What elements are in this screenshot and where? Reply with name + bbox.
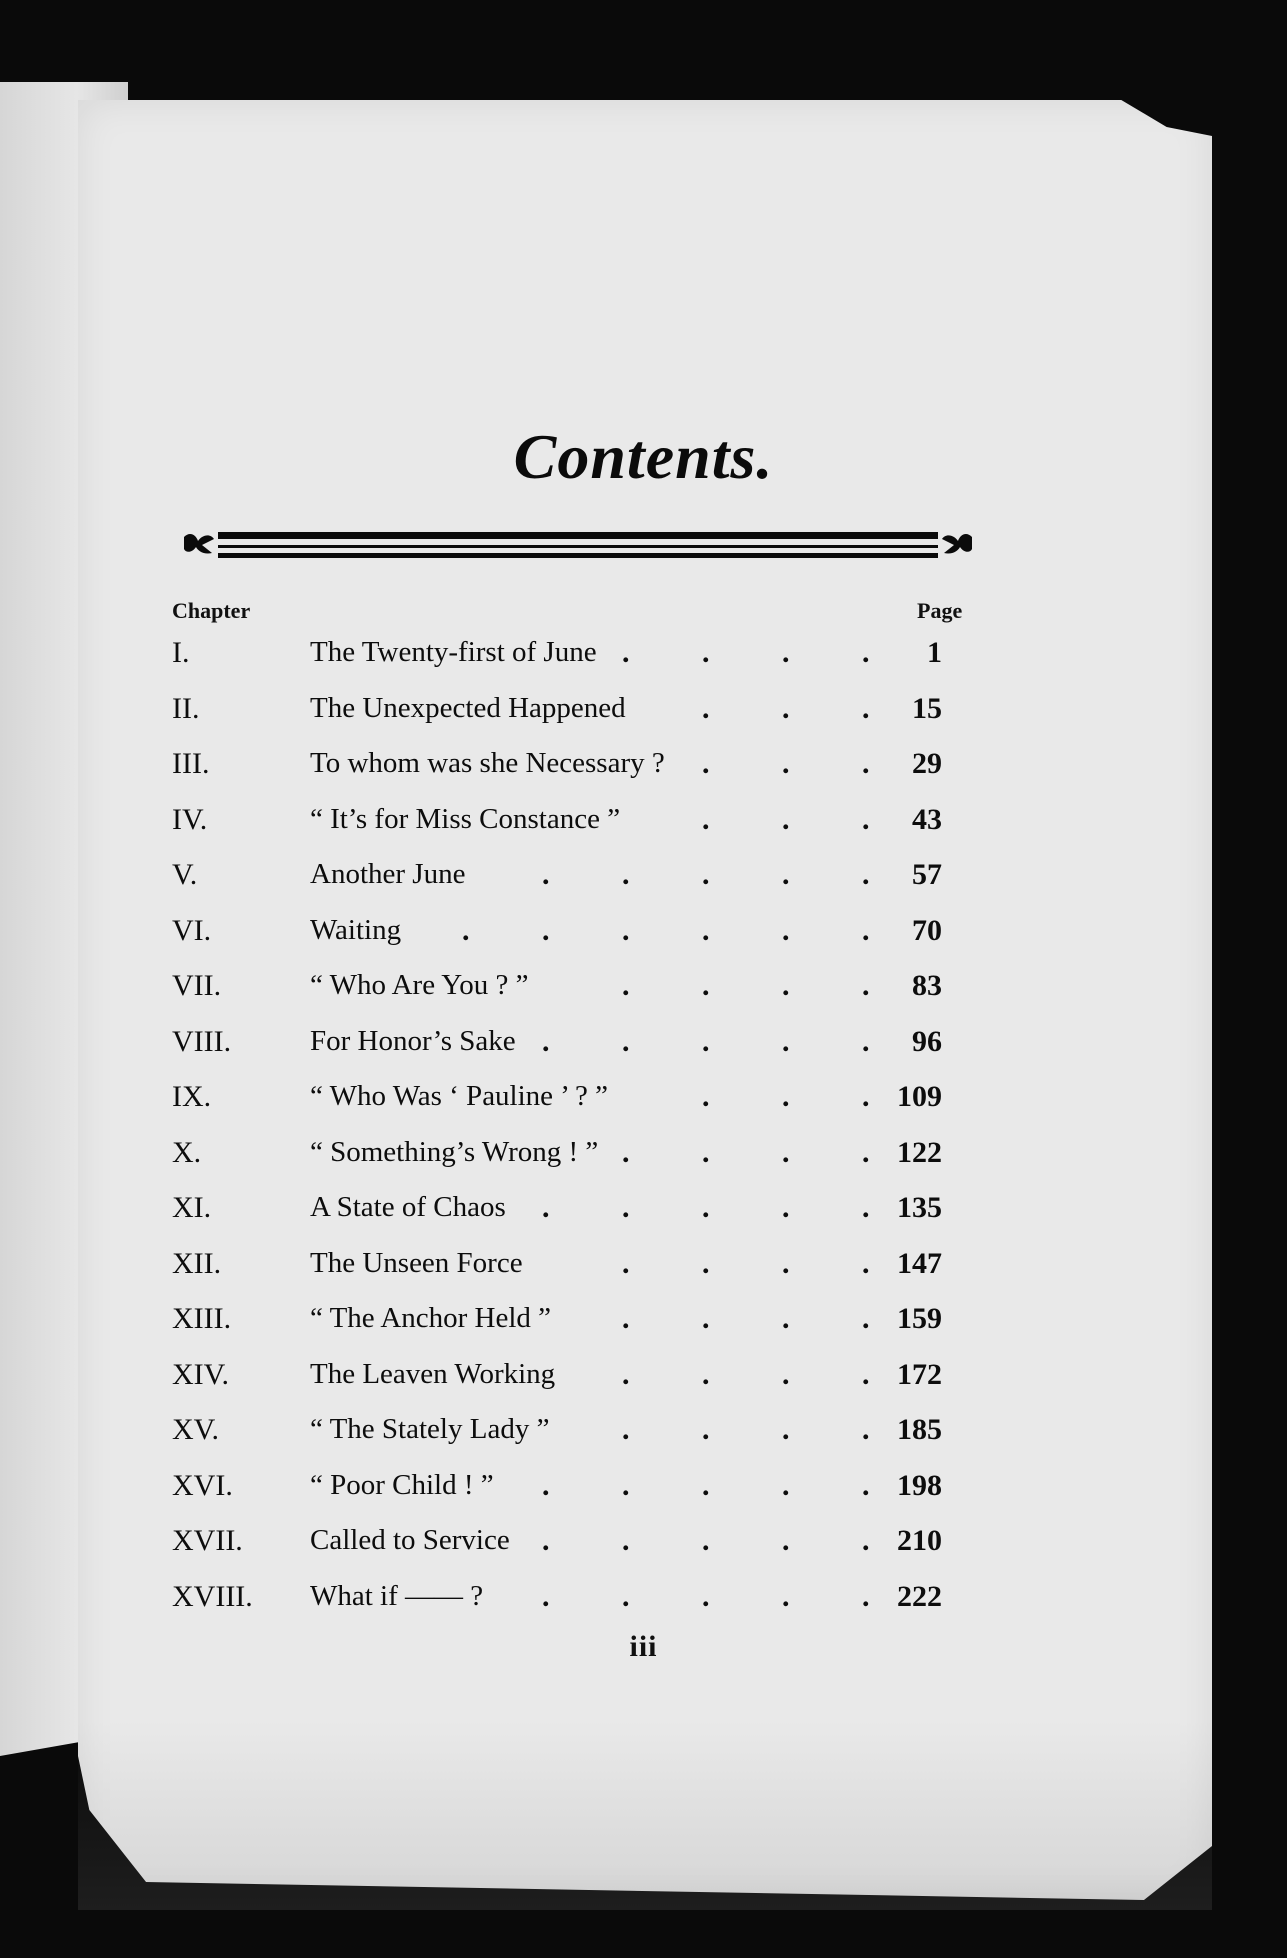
page-title: Contents. [513, 421, 774, 492]
chapter-title: The Unseen Force [310, 1246, 523, 1279]
leader-dot: . [622, 858, 630, 891]
leader-dot: . [622, 1246, 630, 1280]
toc-row [172, 1352, 992, 1408]
leader-dot: . [622, 1191, 630, 1224]
chapter-number: VIII. [172, 1024, 232, 1058]
toc-row [172, 1019, 992, 1075]
leader-dot: . [622, 1024, 630, 1058]
chapter-page-number: 185 [897, 1413, 942, 1446]
chapter-title: “ Poor Child ! ” [310, 1468, 494, 1501]
leader-dot: . [782, 1302, 790, 1335]
page-number: iii [629, 1630, 658, 1663]
leader-dot: . [782, 1468, 790, 1502]
leader-dot: . [622, 1135, 630, 1169]
leader-dot: . [622, 1302, 630, 1335]
leader-dot: . [782, 913, 790, 947]
chapter-page-number: 210 [897, 1524, 942, 1557]
chapter-page-number: 198 [897, 1468, 942, 1502]
toc-row [172, 1518, 992, 1574]
leader-dot: . [862, 1413, 870, 1446]
chapter-title: Waiting [310, 913, 402, 946]
toc-row [172, 908, 992, 964]
leader-dot: . [862, 1524, 870, 1557]
chapter-page-number: 172 [897, 1357, 942, 1391]
leader-dot: . [862, 747, 870, 780]
chapter-page-number: 135 [897, 1191, 942, 1224]
toc-row [172, 1296, 992, 1352]
leader-dot: . [782, 969, 790, 1002]
rule-line-bottom [218, 553, 938, 558]
chapter-number: XVIII. [172, 1579, 253, 1613]
chapter-number: VII. [172, 969, 222, 1002]
chapter-page-number: 122 [897, 1135, 942, 1169]
leader-dot: . [702, 1413, 710, 1446]
chapter-page-number: 109 [897, 1080, 942, 1113]
chapter-number: XI. [172, 1191, 212, 1224]
chapter-page-number: 15 [912, 691, 942, 725]
chapter-column-label: Chapter [172, 598, 251, 623]
chapter-title: Another June [310, 858, 466, 890]
leader-dot: . [702, 1135, 710, 1169]
leader-dot: . [782, 636, 790, 669]
chapter-title: The Twenty-first of June [310, 636, 597, 668]
leader-dot: . [862, 913, 870, 947]
chapter-number: XV. [172, 1413, 219, 1446]
rule-line-top [218, 532, 938, 539]
leader-dot: . [542, 1191, 550, 1224]
page-column-label: Page [917, 598, 963, 623]
toc-row [172, 741, 992, 797]
leader-dot: . [462, 913, 470, 947]
chapter-number: XVI. [172, 1468, 233, 1502]
leader-dot: . [622, 1357, 630, 1391]
leader-dot: . [702, 691, 710, 725]
chapter-title: “ It’s for Miss Constance ” [310, 802, 621, 835]
leader-dot: . [862, 1191, 870, 1224]
leader-dot: . [782, 1080, 790, 1113]
chapter-number: V. [172, 858, 198, 891]
chapter-number: IV. [172, 802, 208, 836]
chapter-number: XII. [172, 1246, 222, 1280]
chapter-number: XIII. [172, 1302, 232, 1335]
leader-dot: . [782, 1191, 790, 1224]
leader-dot: . [862, 1080, 870, 1113]
fleuron-left-icon [182, 527, 216, 561]
leader-dot: . [782, 858, 790, 891]
toc-row [172, 852, 992, 908]
leader-dot: . [702, 858, 710, 891]
leader-dot: . [862, 1468, 870, 1502]
leader-dot: . [622, 1468, 630, 1502]
toc-row [172, 1130, 992, 1186]
chapter-page-number: 29 [912, 747, 942, 780]
leader-dot: . [702, 1357, 710, 1391]
leader-dot: . [782, 1246, 790, 1280]
chapter-page-number: 43 [912, 802, 942, 836]
leader-dot: . [542, 1024, 550, 1058]
chapter-number: XIV. [172, 1357, 229, 1391]
chapter-page-number: 147 [897, 1246, 942, 1280]
leader-dot: . [782, 1135, 790, 1169]
leader-dot: . [782, 747, 790, 780]
leader-dot: . [702, 1246, 710, 1280]
chapter-page-number: 159 [897, 1302, 942, 1335]
leader-dot: . [782, 1024, 790, 1058]
leader-dot: . [782, 1413, 790, 1446]
leader-dot: . [862, 1357, 870, 1391]
leader-dot: . [702, 1080, 710, 1113]
leader-dot: . [782, 1357, 790, 1391]
toc-row [172, 1407, 992, 1463]
chapter-title: To whom was she Necessary ? [310, 747, 665, 779]
chapter-number: IX. [172, 1080, 212, 1113]
chapter-title: The Leaven Working [310, 1357, 556, 1390]
leader-dot: . [702, 1579, 710, 1613]
chapter-number: III. [172, 747, 210, 780]
leader-dot: . [862, 802, 870, 836]
leader-dot: . [542, 858, 550, 891]
chapter-title: “ Who Are You ? ” [310, 969, 529, 1001]
leader-dot: . [862, 1246, 870, 1280]
chapter-title: “ Something’s Wrong ! ” [310, 1135, 599, 1168]
leader-dot: . [702, 913, 710, 947]
chapter-title: The Unexpected Happened [310, 691, 626, 724]
toc-row [172, 686, 992, 742]
leader-dot: . [542, 913, 550, 947]
toc-row [172, 630, 992, 686]
leader-dot: . [622, 913, 630, 947]
leader-dot: . [862, 691, 870, 725]
chapter-title: “ The Stately Lady ” [310, 1413, 550, 1445]
leader-dot: . [702, 802, 710, 836]
toc-row [172, 1074, 992, 1130]
leader-dot: . [622, 636, 630, 669]
leader-dot: . [702, 1024, 710, 1058]
table-of-contents [172, 630, 992, 1629]
toc-row [172, 963, 992, 1019]
leader-dot: . [862, 858, 870, 891]
chapter-page-number: 1 [927, 636, 942, 669]
chapter-title: “ The Anchor Held ” [310, 1302, 552, 1334]
leader-dot: . [622, 1413, 630, 1446]
leader-dot: . [702, 1468, 710, 1502]
toc-row [172, 797, 992, 853]
leader-dot: . [702, 1191, 710, 1224]
chapter-title: Called to Service [310, 1524, 510, 1556]
leader-dot: . [862, 1135, 870, 1169]
chapter-number: II. [172, 691, 200, 725]
chapter-title: A State of Chaos [310, 1191, 506, 1223]
toc-row [172, 1463, 992, 1519]
leader-dot: . [862, 636, 870, 669]
leader-dot: . [862, 1579, 870, 1613]
leader-dot: . [622, 969, 630, 1002]
leader-dot: . [542, 1468, 550, 1502]
toc-row [172, 1185, 992, 1241]
leader-dot: . [782, 1524, 790, 1557]
leader-dot: . [862, 969, 870, 1002]
fleuron-right-icon [940, 527, 974, 561]
leader-dot: . [702, 636, 710, 669]
chapter-page-number: 70 [912, 913, 942, 947]
leader-dot: . [702, 969, 710, 1002]
chapter-number: VI. [172, 913, 212, 947]
leader-dot: . [622, 1524, 630, 1557]
chapter-page-number: 222 [897, 1579, 942, 1613]
leader-dot: . [702, 747, 710, 780]
decorative-rule [182, 523, 974, 563]
toc-row [172, 1574, 992, 1630]
leader-dot: . [542, 1579, 550, 1613]
toc-row [172, 1241, 992, 1297]
chapter-number: X. [172, 1135, 202, 1169]
leader-dot: . [862, 1024, 870, 1058]
rule-line-middle [218, 545, 938, 548]
chapter-title: For Honor’s Sake [310, 1024, 516, 1057]
chapter-page-number: 57 [912, 858, 942, 891]
leader-dot: . [542, 1524, 550, 1557]
chapter-number: XVII. [172, 1524, 243, 1557]
chapter-number: I. [172, 636, 190, 669]
leader-dot: . [782, 802, 790, 836]
leader-dot: . [782, 1579, 790, 1613]
chapter-title: “ Who Was ‘ Pauline ’ ? ” [310, 1080, 609, 1112]
leader-dot: . [702, 1302, 710, 1335]
leader-dot: . [622, 1579, 630, 1613]
leader-dot: . [782, 691, 790, 725]
leader-dot: . [862, 1302, 870, 1335]
chapter-page-number: 83 [912, 969, 942, 1002]
chapter-page-number: 96 [912, 1024, 942, 1058]
chapter-title: What if —— ? [310, 1579, 484, 1612]
leader-dot: . [702, 1524, 710, 1557]
